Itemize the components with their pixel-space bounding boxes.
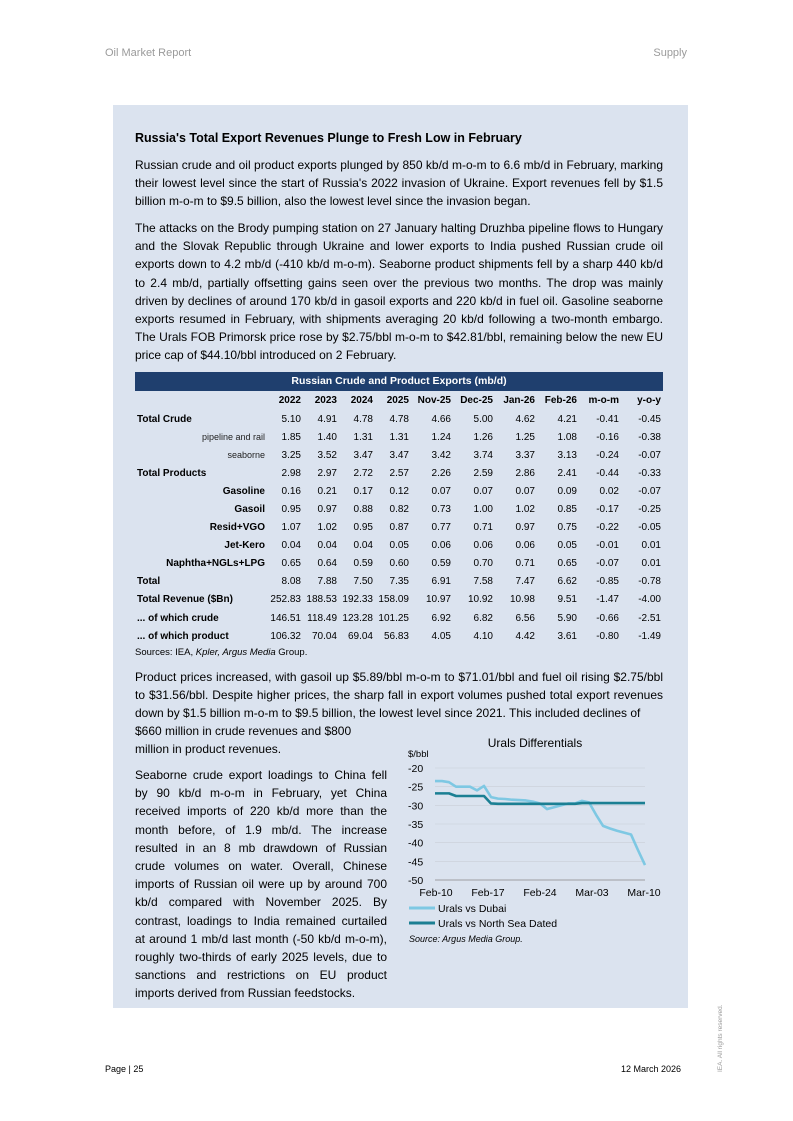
table-row bbox=[135, 482, 663, 500]
table-source-italic: Kpler, Argus Media bbox=[195, 647, 276, 659]
table-cell: 192.33 bbox=[342, 594, 373, 606]
table-cell: 1.31 bbox=[353, 431, 373, 443]
x-tick-label: Mar-03 bbox=[575, 887, 609, 899]
table-cell: 7.58 bbox=[473, 576, 493, 588]
table-cell: 101.25 bbox=[378, 612, 409, 624]
table-cell: 1.26 bbox=[473, 431, 493, 443]
row-label: Gasoline bbox=[222, 485, 265, 497]
y-tick-label: -25 bbox=[408, 781, 424, 794]
table-cell: 0.04 bbox=[281, 540, 301, 552]
table-cell: 5.00 bbox=[473, 413, 493, 425]
paragraph-3-continued: $660 million in crude revenues and $800 million in product revenues. bbox=[135, 724, 352, 757]
table-column-header: Nov-25 bbox=[417, 395, 451, 406]
y-tick-label: -45 bbox=[408, 856, 424, 869]
y-tick-label: -35 bbox=[408, 819, 424, 831]
table-cell: 3.74 bbox=[473, 449, 493, 461]
table-cell: -0.17 bbox=[596, 504, 619, 516]
y-tick-label: -50 bbox=[408, 875, 424, 887]
table-cell: 5.90 bbox=[557, 612, 577, 624]
table-cell: 0.17 bbox=[353, 485, 373, 497]
article-title: Russia's Total Export Revenues Plunge to Fresh Low in February bbox=[135, 131, 522, 145]
table-cell: 0.04 bbox=[353, 540, 373, 552]
table-row bbox=[135, 555, 663, 573]
table-cell: 4.10 bbox=[473, 630, 493, 642]
table-cell: 0.97 bbox=[317, 504, 337, 516]
table-cell: -0.33 bbox=[638, 467, 661, 479]
table-cell: 4.42 bbox=[515, 630, 535, 642]
table-row bbox=[135, 519, 663, 537]
table-cell: -1.49 bbox=[638, 630, 661, 642]
table-column-header: 2024 bbox=[350, 395, 373, 406]
table-cell: 70.04 bbox=[311, 630, 337, 642]
table-cell: 1.25 bbox=[515, 431, 535, 443]
table-cell: -0.66 bbox=[596, 612, 619, 624]
table-cell: 2.41 bbox=[557, 467, 577, 479]
table-cell: 4.78 bbox=[389, 413, 409, 425]
table-cell: -0.07 bbox=[638, 449, 661, 461]
table-cell: 6.91 bbox=[431, 576, 451, 588]
table-source bbox=[135, 647, 663, 658]
table-cell: 6.62 bbox=[557, 576, 577, 588]
header-report-title: Oil Market Report bbox=[105, 47, 192, 59]
table-cell: 4.05 bbox=[431, 630, 451, 642]
table-cell: 2.59 bbox=[473, 467, 493, 479]
chart-title: Urals Differentials bbox=[487, 736, 583, 750]
table-cell: 3.42 bbox=[431, 449, 451, 461]
table-cell: 0.73 bbox=[431, 504, 451, 516]
rights-notice: IEA. All rights reserved. bbox=[717, 1004, 724, 1072]
y-axis-label: $/bbl bbox=[408, 749, 429, 760]
table-cell: 7.50 bbox=[353, 576, 373, 588]
table-cell: 3.52 bbox=[317, 449, 337, 461]
table-column-header: Feb-26 bbox=[544, 395, 577, 406]
table-cell: 0.59 bbox=[431, 558, 451, 570]
table-cell: 69.04 bbox=[347, 630, 373, 642]
table-source-prefix: Sources: IEA, bbox=[135, 647, 196, 659]
table-cell: 123.28 bbox=[342, 612, 373, 624]
chart-source: Source: Argus Media Group. bbox=[409, 934, 523, 944]
table-cell: 5.10 bbox=[281, 413, 301, 425]
table-row bbox=[135, 500, 663, 518]
table-cell: -0.44 bbox=[596, 467, 619, 479]
table-column-header: m-o-m bbox=[588, 395, 619, 406]
table-cell: -0.22 bbox=[596, 522, 619, 534]
table-row bbox=[135, 446, 663, 464]
x-tick-label: Feb-24 bbox=[523, 887, 557, 899]
table-cell: -0.05 bbox=[638, 522, 661, 534]
table-cell: 252.83 bbox=[270, 594, 301, 606]
table-cell: 2.26 bbox=[431, 467, 451, 479]
table-cell: 0.65 bbox=[557, 558, 577, 570]
row-label: ... of which product bbox=[137, 630, 229, 642]
table-cell: -0.41 bbox=[596, 413, 619, 425]
row-label: ... of which crude bbox=[137, 612, 219, 624]
table-cell: 2.97 bbox=[317, 467, 337, 479]
table-cell: 10.97 bbox=[425, 594, 451, 606]
table-cell: 0.95 bbox=[281, 504, 301, 516]
paragraph-4: Seaborne crude export loadings to China fell by 90 kb/d m-o-m in February, yet China received imports of 220 kb/d more than the month before, of 1.9 mb/d. The increase resulted in an 8 mb drawdown of Russian crude volumes on water. Overall, Chinese imports of Russian oil were up by around 700 kb/d compared with November 2025. By contrast, loadings to India remained curtailed at around 1 mb/d last month (-50 kb/d m-o-m), roughly two-thirds of early 2025 levels, due to sanctions and restrictions on EU product imports derived from Russian feedstocks. bbox=[135, 768, 387, 1001]
table-cell: 10.98 bbox=[509, 594, 535, 606]
table-source-suffix: Group. bbox=[275, 647, 308, 659]
table-cell: 0.06 bbox=[431, 540, 451, 552]
table-cell: 0.77 bbox=[431, 522, 451, 534]
table-cell: 10.92 bbox=[467, 594, 493, 606]
table-cell: 0.71 bbox=[515, 558, 535, 570]
table-cell: 2.98 bbox=[281, 467, 301, 479]
table-row bbox=[135, 537, 663, 555]
table-column-header: Dec-25 bbox=[460, 395, 493, 406]
table-row bbox=[135, 573, 663, 591]
table-cell: 6.82 bbox=[473, 612, 493, 624]
table-cell: 4.91 bbox=[317, 413, 337, 425]
table-row bbox=[135, 410, 663, 428]
table-cell: -0.07 bbox=[596, 558, 619, 570]
report-date: 12 March 2026 bbox=[621, 1064, 682, 1074]
table-body bbox=[135, 410, 663, 645]
table-row bbox=[135, 627, 663, 645]
table-cell: 1.24 bbox=[431, 431, 451, 443]
table-cell: 6.92 bbox=[431, 612, 451, 624]
table-cell: 1.00 bbox=[473, 504, 493, 516]
table-cell: 6.56 bbox=[515, 612, 535, 624]
y-tick-label: -30 bbox=[408, 800, 424, 813]
table-cell: 7.88 bbox=[317, 576, 337, 588]
legend-label: Urals vs Dubai bbox=[438, 903, 507, 915]
table-cell: 0.04 bbox=[317, 540, 337, 552]
table-cell: 0.60 bbox=[389, 558, 409, 570]
table-cell: 1.31 bbox=[389, 431, 409, 443]
row-label: Total Crude bbox=[137, 413, 192, 425]
paragraph-2: The attacks on the Brody pumping station on 27 January halting Druzhba pipeline flows to Hungary and the Slovak Republic through Ukraine and lower exports to India pushed Russian crude oil exports down to 4.2 mb/d (-410 kb/d m-o-m). Seaborne product shipments fell by a sharp 440 kb/d to 2.4 mb/d, partially offsetting gains seen over the previous two months. The drop was mainly driven by declines of around 170 kb/d in gasoil exports and 220 kb/d in fuel oil. Gasoline seaborne exports resumed in February, with shipments averaging 20 kb/d following a two-month embargo. The Urals FOB Primorsk price rose by $2.75/bbl m-o-m to $42.81/bbl, remaining below the new EU price cap of $44.10/bbl introduced on 2 February. bbox=[135, 221, 663, 363]
table-cell: -0.25 bbox=[638, 504, 661, 516]
table-cell: -2.51 bbox=[638, 612, 661, 624]
table-column-header: y-o-y bbox=[637, 395, 661, 406]
table-cell: 0.02 bbox=[599, 485, 619, 497]
urals-differentials-chart bbox=[405, 733, 665, 948]
table-cell: -0.24 bbox=[596, 449, 619, 461]
chart-svg bbox=[405, 733, 665, 948]
table-cell: 56.83 bbox=[383, 630, 409, 642]
table-cell: 0.07 bbox=[473, 485, 493, 497]
table-cell: 0.88 bbox=[353, 504, 373, 516]
table-cell: 0.05 bbox=[389, 540, 409, 552]
table-cell: 146.51 bbox=[270, 612, 301, 624]
table-cell: 158.09 bbox=[378, 594, 409, 606]
table-cell: 0.65 bbox=[281, 558, 301, 570]
table-row bbox=[135, 428, 663, 446]
table-cell: 0.06 bbox=[473, 540, 493, 552]
page-number: Page | 25 bbox=[105, 1064, 144, 1074]
row-label: Jet-Kero bbox=[224, 540, 265, 552]
table-cell: 0.05 bbox=[557, 540, 577, 552]
table-cell: 4.78 bbox=[353, 413, 373, 425]
row-label: Total Revenue ($Bn) bbox=[137, 594, 233, 606]
table-column-header: 2022 bbox=[278, 395, 301, 406]
table-cell: 0.70 bbox=[473, 558, 493, 570]
row-label: Gasoil bbox=[234, 504, 265, 516]
table-cell: 118.49 bbox=[307, 612, 337, 624]
table-cell: -0.78 bbox=[638, 576, 661, 588]
row-label: Naphtha+NGLs+LPG bbox=[166, 558, 265, 570]
row-label: Total Products bbox=[137, 467, 207, 479]
table-cell: 0.06 bbox=[515, 540, 535, 552]
table-row bbox=[135, 464, 663, 482]
table-cell: 1.85 bbox=[281, 431, 301, 443]
table-cell: 3.25 bbox=[281, 449, 301, 461]
exports-data-table bbox=[135, 391, 663, 645]
table-cell: 3.13 bbox=[557, 449, 577, 461]
row-label: seaborne bbox=[227, 450, 265, 461]
y-tick-label: -20 bbox=[408, 763, 424, 775]
x-tick-label: Feb-17 bbox=[471, 887, 505, 899]
table-cell: 0.12 bbox=[389, 485, 409, 497]
row-label: Resid+VGO bbox=[209, 522, 265, 534]
x-tick-label: Mar-10 bbox=[627, 887, 661, 899]
table-cell: 2.72 bbox=[353, 467, 373, 479]
table-cell: 0.87 bbox=[389, 522, 409, 534]
table-cell: 3.37 bbox=[515, 449, 535, 461]
legend-label: Urals vs North Sea Dated bbox=[438, 918, 558, 930]
table-cell: 3.61 bbox=[557, 630, 577, 642]
table-cell: 1.07 bbox=[281, 522, 301, 534]
table-cell: 9.51 bbox=[557, 594, 577, 606]
table-cell: 0.21 bbox=[317, 485, 337, 497]
table-cell: -0.16 bbox=[596, 431, 619, 443]
table-cell: 0.71 bbox=[473, 522, 493, 534]
table-cell: 8.08 bbox=[281, 576, 301, 588]
table-cell: 4.62 bbox=[515, 413, 535, 425]
table-column-header: Jan-26 bbox=[503, 395, 535, 406]
x-tick-label: Feb-10 bbox=[419, 887, 453, 899]
exports-table bbox=[135, 372, 663, 658]
table-column-header: 2023 bbox=[314, 395, 337, 406]
table-cell: -0.85 bbox=[596, 576, 619, 588]
table-cell: 4.66 bbox=[431, 413, 451, 425]
table-cell: 7.35 bbox=[389, 576, 409, 588]
table-cell: 0.97 bbox=[515, 522, 535, 534]
header-section: Supply bbox=[653, 47, 687, 59]
table-cell: 0.82 bbox=[389, 504, 409, 516]
table-cell: 1.02 bbox=[317, 522, 337, 534]
table-cell: 1.40 bbox=[317, 431, 337, 443]
table-cell: 0.01 bbox=[641, 540, 661, 552]
table-title: Russian Crude and Product Exports (mb/d) bbox=[135, 372, 663, 391]
table-cell: 4.21 bbox=[557, 413, 577, 425]
table-cell: -0.01 bbox=[596, 540, 619, 552]
table-cell: 2.86 bbox=[515, 467, 535, 479]
paragraph-3: Product prices increased, with gasoil up $5.89/bbl m-o-m to $71.01/bbl and fuel oil rising $2.75/bbl to $31.56/bbl. Despite higher prices, the sharp fall in export volumes pushed total export revenues down by $1.5 billion m-o-m to $9.5 billion, the lowest level since 2021. This included declines of bbox=[135, 670, 663, 721]
table-cell: 0.59 bbox=[353, 558, 373, 570]
table-cell: 7.47 bbox=[515, 576, 535, 588]
y-tick-label: -40 bbox=[408, 837, 424, 850]
table-column-header: 2025 bbox=[386, 395, 409, 406]
table-cell: -0.07 bbox=[638, 485, 661, 497]
table-cell: 0.95 bbox=[353, 522, 373, 534]
table-cell: 0.01 bbox=[641, 558, 661, 570]
table-cell: 1.02 bbox=[515, 504, 535, 516]
table-cell: -0.80 bbox=[596, 630, 619, 642]
table-cell: -0.38 bbox=[638, 431, 661, 443]
table-cell: 0.75 bbox=[557, 522, 577, 534]
table-cell: 0.85 bbox=[557, 504, 577, 516]
table-header-row bbox=[135, 391, 663, 410]
table-cell: 188.53 bbox=[306, 594, 337, 606]
paragraph-1: Russian crude and oil product exports plunged by 850 kb/d m-o-m to 6.6 mb/d in February, marking their lowest level since the start of Russia's 2022 invasion of Ukraine. Export revenues fell by $1.5 billion m-o-m to $9.5 billion, also the lowest level since the invasion began. bbox=[135, 158, 663, 209]
table-cell: -4.00 bbox=[638, 594, 661, 606]
table-cell: 1.08 bbox=[557, 431, 577, 443]
table-cell: 0.09 bbox=[557, 485, 577, 497]
row-label: pipeline and rail bbox=[201, 432, 265, 443]
table-cell: 3.47 bbox=[353, 449, 373, 461]
table-cell: 0.64 bbox=[317, 558, 337, 570]
table-cell: 2.57 bbox=[389, 467, 409, 479]
row-label: Total bbox=[137, 576, 161, 588]
series-line-urals-vs-dubai bbox=[435, 781, 645, 865]
table-row bbox=[135, 591, 663, 609]
table-cell: 3.47 bbox=[389, 449, 409, 461]
table-cell: 0.07 bbox=[515, 485, 535, 497]
table-cell: -0.45 bbox=[638, 413, 661, 425]
table-corner bbox=[135, 391, 267, 410]
table-cell: 0.16 bbox=[281, 485, 301, 497]
table-cell: 0.07 bbox=[431, 485, 451, 497]
table-cell: 106.32 bbox=[270, 630, 301, 642]
table-row bbox=[135, 609, 663, 627]
table-cell: -1.47 bbox=[596, 594, 619, 606]
